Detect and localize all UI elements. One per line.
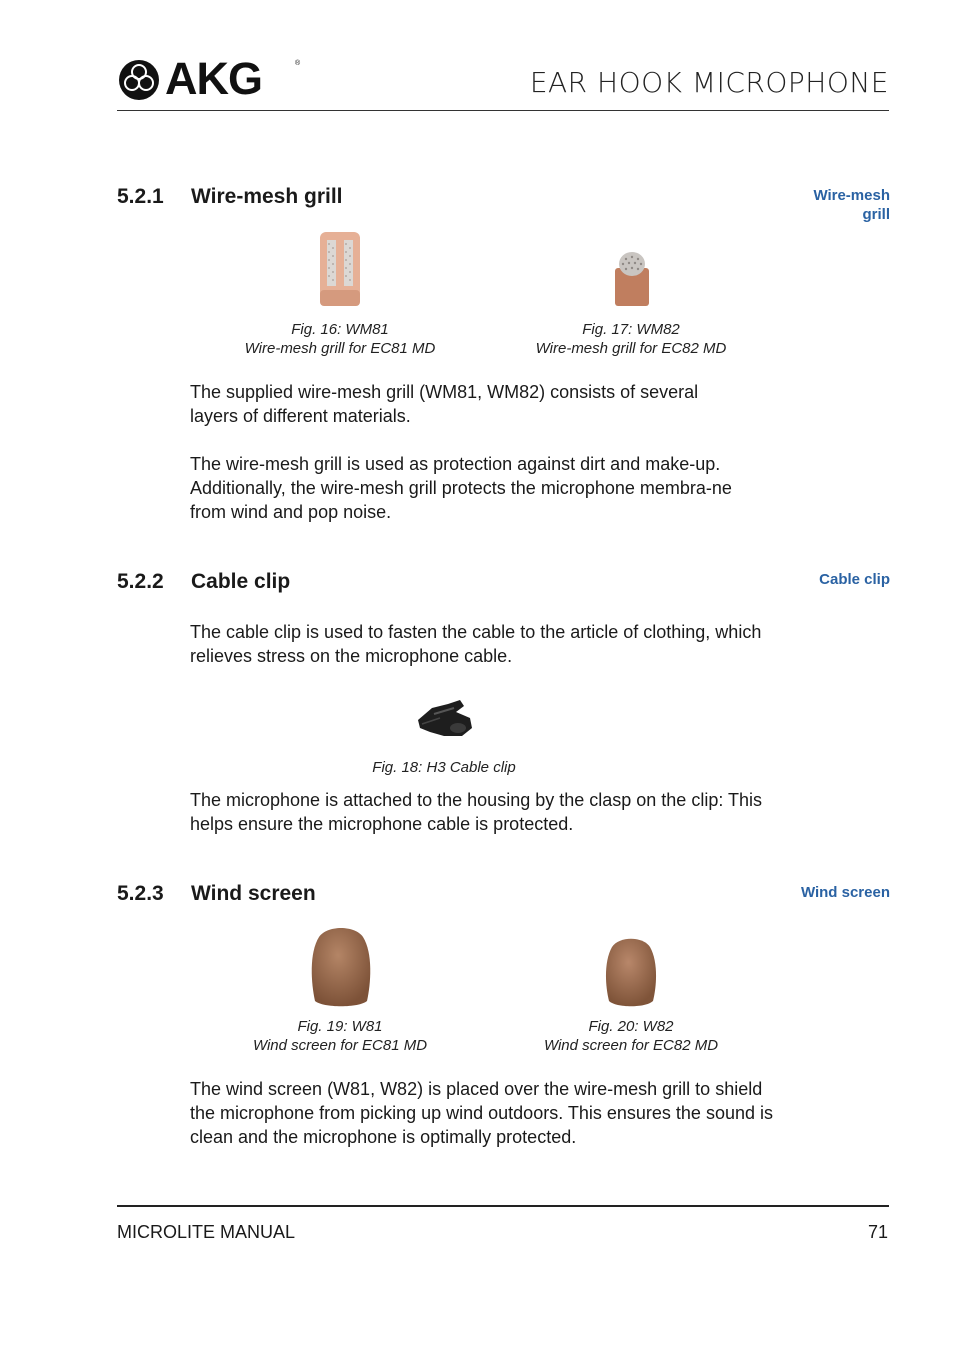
footer-manual-name: MICROLITE MANUAL: [117, 1222, 296, 1242]
w81-wind-screen-image: [309, 923, 373, 1009]
figure-caption-fig20: Fig. 20: W82 Wind screen for EC82 MD: [543, 1018, 719, 1054]
section-title: Wind screen: [191, 882, 316, 905]
page-number: 71: [867, 1222, 888, 1242]
figure-caption-fig17: Fig. 17: WM82 Wire-mesh grill for EC82 MD: [535, 321, 727, 357]
section-number: 5.2.1: [117, 185, 164, 208]
w82-wind-screen-image: [604, 935, 658, 1009]
wm81-grill-image: [318, 230, 362, 308]
paragraph: The supplied wire-mesh grill (WM81, WM82) consists of several layers of different materials.: [190, 382, 699, 426]
logo-registered-mark: ®: [295, 60, 301, 67]
margin-note-wind-screen: Wind screen: [800, 884, 890, 901]
logo-wordmark: AKG: [165, 53, 262, 104]
section-heading-wind-screen: [117, 882, 316, 906]
figure-caption-fig19: Fig. 19: W81 Wind screen for EC81 MD: [252, 1018, 428, 1054]
paragraph: The cable clip is used to fasten the cable to the article of clothing, which relieves stress on the microphone cable.: [190, 622, 762, 666]
footer-divider: [117, 1205, 889, 1207]
section-number: 5.2.3: [117, 882, 164, 905]
h3-cable-clip-image: [414, 696, 476, 742]
figure-caption-fig16: Fig. 16: WM81 Wire-mesh grill for EC81 MD: [244, 321, 436, 357]
page-header-title: EAR HOOK MICROPHONE: [529, 66, 889, 99]
paragraph: The microphone is attached to the housing by the clasp on the clip: This helps ensure the microphone cable is protected.: [190, 790, 763, 834]
section-number: 5.2.2: [117, 570, 164, 593]
akg-emblem-icon: [117, 58, 161, 102]
wm82-grill-image: [612, 250, 652, 308]
section-title: Wire-mesh grill: [191, 185, 343, 208]
header-divider: [117, 110, 889, 111]
paragraph: The wind screen (W81, W82) is placed over the wire-mesh grill to shield the microphone from picking up wind outdoors. This ensures the sound is clean and the microphone is optimally protected.: [190, 1079, 773, 1147]
margin-note-cable-clip: Cable clip: [819, 571, 890, 588]
figure-caption-fig18: Fig. 18: H3 Cable clip: [372, 759, 516, 776]
section-title: Cable clip: [191, 570, 291, 593]
paragraph: The wire-mesh grill is used as protection against dirt and make-up. Additionally, the wire-mesh grill protects the microphone membra-ne from wind and pop noise.: [190, 454, 732, 522]
section-heading-cable-clip: [117, 570, 290, 594]
section-heading-wire-mesh-grill: [117, 185, 343, 209]
akg-logo: [117, 53, 302, 104]
margin-note-wire-mesh-grill: Wire-mesh grill: [813, 187, 890, 223]
